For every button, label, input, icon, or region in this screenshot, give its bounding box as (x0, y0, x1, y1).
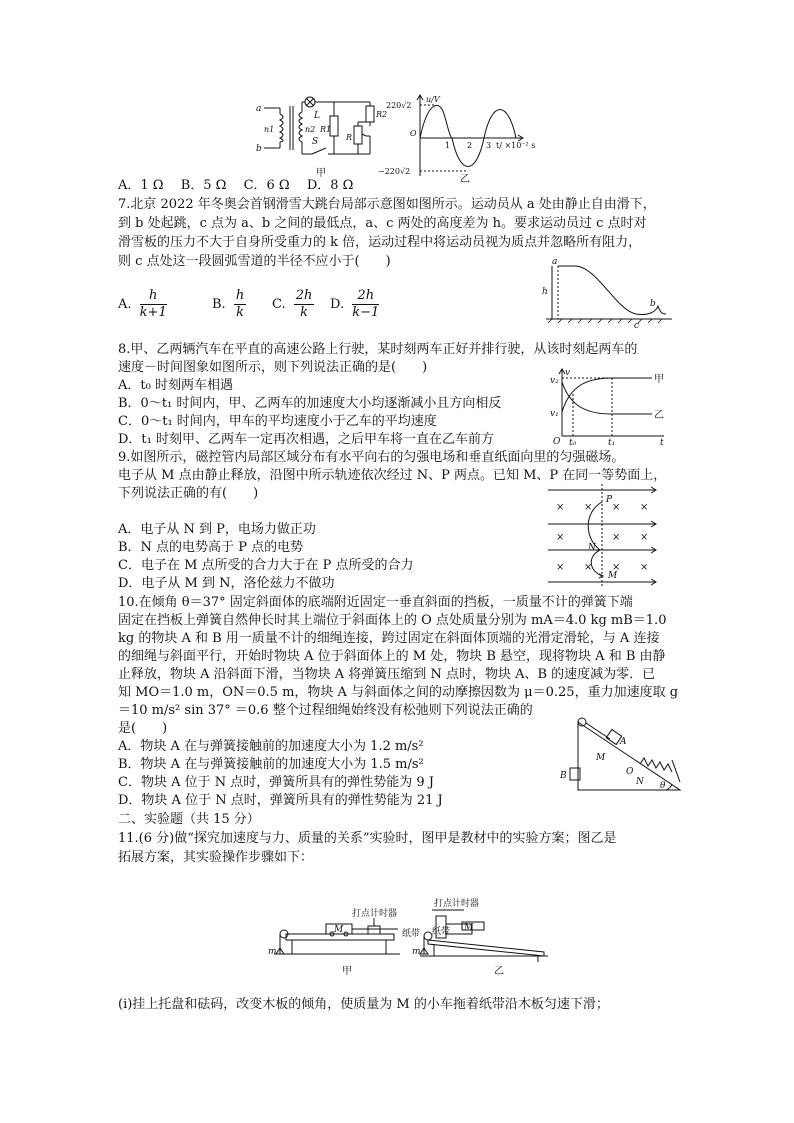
ski-label-b: b (650, 299, 656, 309)
q10-line-1: 10.在倾角 θ＝37° 固定斜面体的底端附近固定一垂直斜面的挡板，一质量不计的弹簧下端 (118, 595, 633, 610)
q9-option-d: D．电子从 M 到 N，洛伦兹力不做功 (118, 576, 335, 591)
q11-step-1: (ⅰ)挂上托盘和砝码，改变木板的倾角，使质量为 M 的小车拖着纸带沿木板匀速下滑； (118, 997, 609, 1012)
vt-label-yi: 乙 (654, 410, 664, 421)
lab-label-timer: 打点计时器 (352, 909, 398, 919)
b-field-cross: × (640, 502, 649, 513)
circuit-and-voltage-figure (250, 92, 560, 184)
label-S: S (312, 137, 319, 147)
q9-option-a: A．电子从 N 到 P，电场力做正功 (118, 522, 316, 537)
lab-label-timer-2: 打点计时器 (434, 899, 480, 909)
ski-slope-figure (538, 256, 678, 332)
b-field-cross: × (556, 532, 565, 543)
lab-label-tape-2: 纸带 (432, 927, 451, 937)
plot-origin: O (410, 129, 417, 138)
caption-yi: 乙 (460, 174, 470, 184)
q7-option-b: B. $\frac{h}{k}$ (212, 288, 245, 320)
q8-line-1: 8.甲、乙两辆汽车在平直的高速公路上行驶，某时刻两车正好并排行驶，从该时刻起两车的 (118, 342, 638, 357)
field-label-P: P (606, 495, 613, 505)
plot-x-label: t/ ×10⁻² s (496, 141, 536, 150)
label-R2: R2 (376, 110, 388, 119)
q9-option-c: C．电子在 M 点所受的合力大于在 P 点所受的合力 (118, 558, 414, 573)
plot-tick-1: 1 (445, 141, 451, 150)
magnetron-field-figure (548, 484, 660, 588)
vt-label-O: O (553, 437, 561, 446)
q8-option-c: C．0～t₁ 时间内，甲车的平均速度小于乙车的平均速度 (118, 414, 437, 429)
q7-option-a: A. $\frac{h}{k+1}$ (118, 288, 167, 320)
lab-label-M: M (334, 925, 344, 935)
q7-line-3: 滑雪板的压力不大于自身所受重力的 k 倍，运动过程中将运动员视为质点并忽略所有阻力， (118, 235, 642, 250)
field-label-M: M (608, 571, 618, 581)
q10-line-7: ＝10 m/s² sin 37° ＝0.6 整个过程细绳始终没有松弛则下列说法正确的 (118, 703, 533, 718)
label-n1: n1 (264, 125, 275, 134)
lab-setup-figure (268, 896, 558, 980)
label-R: R (346, 133, 353, 142)
plot-y-label: u/V (426, 95, 440, 104)
q9-line-3: 下列说法正确的有( ) (118, 486, 259, 501)
ski-label-c: c (634, 321, 640, 331)
q7-line-1: 7.北京 2022 年冬奥会首钢滑雪大跳台局部示意图如图所示。运动员从 a 处由静止自由滑下， (118, 197, 656, 212)
vt-label-jia: 甲 (654, 374, 664, 385)
caption-jia: 甲 (316, 168, 326, 179)
q10-option-c: C．物块 A 位于 N 点时，弹簧所具有的弹性势能为 9 J (118, 775, 434, 790)
q7-option-c: C. $\frac{2h}{k}$ (272, 288, 313, 320)
vt-label-v2: v₂ (550, 376, 559, 386)
label-n2: n2 (305, 125, 316, 134)
q8-option-d: D．t₁ 时刻甲、乙两车一定再次相遇，之后甲车将一直在乙车前方 (118, 432, 494, 447)
plot-tick-2: 2 (467, 141, 473, 150)
q9-line-2: 电子从 M 点由静止释放，沿图中所示轨迹依次经过 N、P 两点。已知 M、P 在同一等势面上， (118, 468, 667, 483)
incline-label-M: M (596, 753, 606, 763)
q10-line-5: 止释放，物块 A 沿斜面下滑，当物块 A 将弹簧压缩到 N 点时，物块 A、B 的速度减为零．已 (118, 667, 656, 682)
label-b: b (256, 144, 262, 154)
ski-label-a: a (552, 257, 558, 267)
vt-label-v1: v₁ (550, 409, 559, 419)
q10-line-6: 知 MO＝1.0 m，ON＝0.5 m，物块 A 与斜面体之间的动摩擦因数为 μ＝0.25，重力加速度取 g (118, 685, 679, 700)
q9-line-1: 9.如图所示，磁控管内局部区域分布有水平向右的匀强电场和垂直纸面向里的匀强磁场。 (118, 450, 625, 465)
q10-line-2: 固定在挡板上弹簧自然伸长时其上端位于斜面体上的 O 点处质量分别为 mA＝4.0 kg mB＝1.0 (118, 613, 667, 628)
b-field-cross: × (584, 562, 593, 573)
vt-label-v: v (565, 368, 571, 378)
lab-caption-yi: 乙 (494, 966, 504, 977)
q8-line-2: 速度－时间图象如图所示，则下列说法正确的是( ) (118, 360, 428, 375)
q10-option-d: D．物块 A 位于 N 点时，弹簧所具有的弹性势能为 21 J (118, 793, 443, 808)
q8-option-b: B．0～t₁ 时间内，甲、乙两车的加速度大小均逐渐减小且方向相反 (118, 396, 502, 411)
b-field-cross: × (612, 532, 621, 543)
b-field-cross: × (612, 562, 621, 573)
incline-label-A: A (620, 737, 627, 747)
ski-label-h: h (542, 287, 548, 297)
incline-label-theta: θ (660, 781, 666, 791)
b-field-cross: × (640, 562, 649, 573)
section-2-heading: 二、实验题（共 15 分） (118, 812, 260, 827)
b-field-cross: × (556, 562, 565, 573)
q10-option-b: B．物块 A 在与弹簧接触前的加速度大小为 1.5 m/s² (118, 757, 424, 772)
q8-option-a: A．t₀ 时刻两车相遇 (118, 378, 233, 393)
lab-label-M-2: M (464, 923, 474, 933)
field-label-N: N (588, 543, 596, 553)
plot-tick-3: 3 (486, 141, 492, 150)
b-field-cross: × (640, 532, 649, 543)
q10-line-4: 的细绳与斜面平行，开始时物块 A 位于斜面体上的 M 处，物块 B 悬空，现将物块 A 和 B 由静 (118, 649, 666, 664)
plot-y-bottom: −220√2 (378, 167, 411, 176)
label-L: L (314, 111, 320, 121)
incline-label-B: B (560, 771, 567, 781)
q7-line-4: 则 c 点处这一段圆弧雪道的半径不应小于( ) (118, 254, 391, 269)
lab-label-tape: 纸带 (402, 929, 421, 939)
plot-y-top: 220√2 (386, 101, 412, 110)
q10-line-8: 是( ) (118, 721, 168, 736)
q11-line-1: 11.(6 分)做“探究加速度与力、质量的关系”实验时，图甲是教材中的实验方案；图乙是 (118, 831, 617, 846)
q7-line-2: 到 b 处起跳，c 点为 a、b 之间的最低点，a、c 两处的高度差为 h。要求运动员过 c 点时对 (118, 216, 647, 231)
q10-line-3: kg 的物块 A 和 B 用一质量不计的细绳连接，跨过固定在斜面体顶端的光滑定滑轮，与 A 连接 (118, 631, 660, 646)
vt-label-t: t (660, 438, 664, 446)
q9-option-b: B．N 点的电势高于 P 点的电势 (118, 540, 304, 555)
b-field-cross: × (584, 502, 593, 513)
label-R1: R1 (320, 125, 332, 134)
incline-pulley-figure (556, 712, 688, 796)
q11-line-2: 拓展方案，其实验操作步骤如下： (118, 850, 314, 865)
incline-label-N: N (636, 777, 644, 787)
incline-label-O: O (626, 767, 634, 777)
q6-options: A．1 Ω B．5 Ω C．6 Ω D．8 Ω (118, 178, 354, 193)
lab-caption-jia: 甲 (342, 966, 352, 977)
b-field-cross: × (612, 502, 621, 513)
vt-label-t1: t₁ (608, 438, 616, 446)
velocity-time-figure (546, 366, 676, 446)
lab-label-m: m (268, 947, 277, 957)
q10-option-a: A．物块 A 在与弹簧接触前的加速度大小为 1.2 m/s² (118, 739, 424, 754)
label-a: a (256, 104, 262, 114)
q7-option-d: D. $\frac{2h}{k-1}$ (330, 288, 380, 320)
b-field-cross: × (556, 502, 565, 513)
lab-label-m-2: m (412, 947, 421, 957)
vt-label-t0: t₀ (569, 438, 577, 446)
